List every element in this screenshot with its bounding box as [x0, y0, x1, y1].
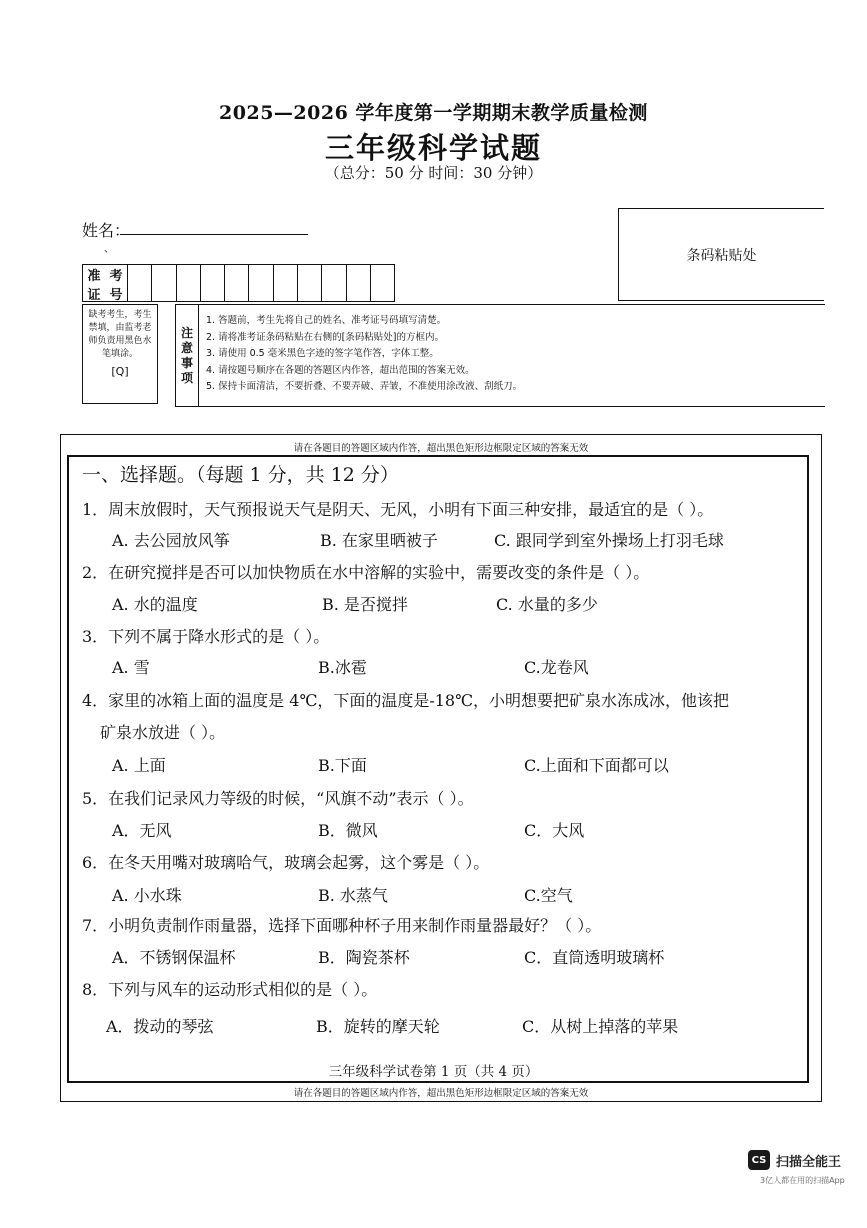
barcode-label: 条码粘贴处	[686, 247, 757, 264]
option-b[interactable]: B.冰雹	[318, 658, 367, 677]
question-stem: 4．家里的冰箱上面的温度是 4℃，下面的温度是-18℃，小明想要把矿泉水冻成冰，他该把	[82, 691, 730, 710]
note-item: 3. 请使用 0.5 毫米黑色字迹的签字笔作答，字体工整。	[206, 348, 439, 359]
page-footer: 三年级科学试卷第 1 页（共 4 页）	[328, 1064, 539, 1080]
option-a[interactable]: A. 小水珠	[112, 886, 182, 905]
exam-number-cell[interactable]	[225, 265, 249, 301]
exam-number-cell[interactable]	[371, 265, 394, 301]
exam-header-line: 2025—2026 学年度第一学期期末教学质量检测	[219, 102, 648, 124]
section-title: 一、选择题。（每题 1 分，共 12 分）	[82, 464, 399, 486]
exam-title: 三年级科学试题	[324, 131, 542, 165]
option-b[interactable]: B. 水蒸气	[318, 886, 388, 905]
option-a[interactable]: A．不锈钢保温杯	[112, 948, 236, 967]
option-b[interactable]: B. 是否搅拌	[322, 595, 408, 614]
exam-number-cell[interactable]	[274, 265, 298, 301]
option-c[interactable]: C．大风	[524, 821, 585, 840]
option-b[interactable]: B.下面	[318, 756, 367, 775]
question-stem: 8．下列与风车的运动形式相似的是（ ）。	[82, 980, 378, 999]
question-stem-continued: 矿泉水放进（ ）。	[100, 723, 226, 742]
exam-number-cell[interactable]	[249, 265, 273, 301]
absent-mark[interactable]: [Q]	[111, 365, 129, 378]
exam-number-cell[interactable]	[347, 265, 371, 301]
option-b[interactable]: B．微风	[318, 821, 378, 840]
scanner-watermark	[748, 1150, 841, 1170]
watermark-name: 扫描全能王	[776, 1154, 842, 1170]
barcode-area	[618, 208, 824, 301]
option-a[interactable]: A．拨动的琴弦	[106, 1017, 214, 1036]
camscanner-logo-icon: CS	[748, 1150, 770, 1170]
name-field[interactable]	[120, 234, 308, 235]
banner-top: 请在各题目的答题区域内作答，超出黑色矩形边框限定区域的答案无效	[293, 443, 589, 454]
watermark-sub: 3亿人都在用的扫描App	[760, 1176, 845, 1185]
notes-list	[206, 313, 522, 396]
note-item: 4. 请按题号顺序在各题的答题区内作答，超出范围的答案无效。	[206, 364, 475, 376]
question-stem: 1．周末放假时，天气预报说天气是阴天、无风，小明有下面三种安排，最适宜的是（ ）。	[82, 500, 714, 519]
notes-title-char: 事	[180, 355, 193, 370]
option-a[interactable]: A. 水的温度	[112, 595, 198, 614]
question-stem: 2．在研究搅拌是否可以加快物质在水中溶解的实验中，需要改变的条件是（ ）。	[82, 563, 650, 582]
option-c[interactable]: C.空气	[524, 886, 573, 905]
notes-title-char: 注	[180, 325, 193, 340]
notes-box	[175, 304, 825, 407]
exam-number-cell[interactable]	[128, 265, 152, 301]
option-b[interactable]: B．旋转的摩天轮	[316, 1017, 440, 1036]
question-stem: 3．下列不属于降水形式的是（ ）。	[82, 627, 330, 646]
exam-number-char: 准	[87, 269, 101, 284]
stray-mark: 、	[104, 244, 114, 255]
exam-number-cell[interactable]	[201, 265, 225, 301]
option-a[interactable]: A．无风	[112, 821, 172, 840]
exam-number-grid[interactable]	[82, 264, 395, 302]
notes-title-char: 项	[180, 370, 193, 385]
exam-number-char: 证	[87, 288, 101, 303]
name-label: 姓名：	[82, 221, 131, 240]
exam-number-cell[interactable]	[177, 265, 201, 301]
option-c[interactable]: C.龙卷风	[524, 658, 589, 677]
option-c[interactable]: C．从树上掉落的苹果	[522, 1017, 679, 1036]
note-item: 2. 请将准考证条码粘贴在右侧的[条码粘贴处]的方框内。	[206, 331, 444, 343]
notes-title-char: 意	[180, 340, 193, 355]
exam-number-cell[interactable]	[152, 265, 176, 301]
option-a[interactable]: A. 上面	[112, 756, 166, 775]
exam-number-cell[interactable]	[322, 265, 346, 301]
question-stem: 6．在冬天用嘴对玻璃哈气，玻璃会起雾，这个雾是（ ）。	[82, 853, 490, 872]
question-stem: 5．在我们记录风力等级的时候，“风旗不动”表示（ ）。	[82, 789, 474, 808]
option-c[interactable]: C．直筒透明玻璃杯	[524, 948, 665, 967]
option-c[interactable]: C. 水量的多少	[496, 595, 598, 614]
notes-title	[176, 305, 199, 406]
absent-box[interactable]	[82, 304, 158, 404]
option-a[interactable]: A. 雪	[112, 658, 150, 677]
option-a[interactable]: A. 去公园放风筝	[112, 531, 230, 550]
exam-number-cell[interactable]	[298, 265, 322, 301]
note-item: 1. 答题前，考生先将自己的姓名、准考证号码填写清楚。	[206, 315, 447, 326]
exam-subtitle: （总分：50 分 时间：30 分钟）	[324, 164, 543, 182]
option-c[interactable]: C. 跟同学到室外操场上打羽毛球	[494, 531, 724, 550]
banner-bottom: 请在各题目的答题区域内作答，超出黑色矩形边框限定区域的答案无效	[293, 1088, 589, 1099]
exam-number-char: 号	[109, 288, 123, 303]
option-b[interactable]: B. 在家里晒被子	[320, 531, 438, 550]
note-item: 5. 保持卡面清洁，不要折叠、不要弄破、弄皱，不准使用涂改液、刮纸刀。	[206, 381, 523, 392]
option-c[interactable]: C.上面和下面都可以	[524, 756, 669, 775]
absent-note: 缺考考生，考生禁填，由监考老师负责用黑色水笔填涂。	[88, 310, 152, 359]
question-stem: 7．小明负责制作雨量器，选择下面哪种杯子用来制作雨量器最好？（ ）。	[82, 916, 602, 935]
exam-number-char: 考	[109, 269, 123, 284]
exam-number-label	[83, 265, 128, 301]
option-b[interactable]: B．陶瓷茶杯	[318, 948, 410, 967]
